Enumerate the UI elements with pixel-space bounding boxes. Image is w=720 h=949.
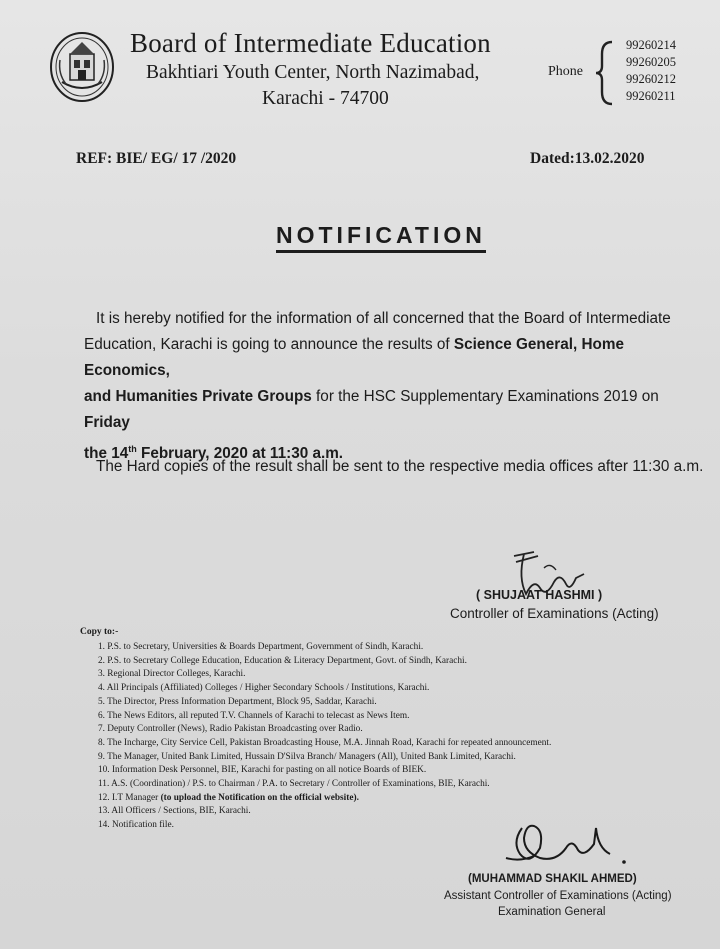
list-item: 1. P.S. to Secretary, Universities & Boards Department, Government of Sindh, Karachi. — [98, 642, 424, 652]
signatory-name: (MUHAMMAD SHAKIL AHMED) — [468, 873, 637, 885]
para-bold-text: February, 2020 at 11:30 a.m. — [136, 445, 344, 463]
address-line-2: Karachi - 74700 — [262, 88, 389, 109]
list-item: 14. Notification file. — [98, 820, 174, 831]
address-line-1: Bakhtiari Youth Center, North Nazimabad, — [146, 62, 480, 83]
list-item: 8. The Incharge, City Service Cell, Pakistan Broadcasting House, M.A. Jinnah Road, Karachi for repeated announcement. — [98, 737, 552, 748]
list-item-text: 12. I.T Manager — [98, 792, 161, 803]
board-seal-logo — [48, 30, 116, 104]
list-item: 13. All Officers / Sections, BIE, Karachi. — [98, 806, 251, 817]
phone-label: Phone — [548, 64, 583, 79]
phone-number: 99260211 — [626, 89, 676, 103]
para-text: for the HSC Supplementary Examinations 2019 on — [311, 388, 659, 405]
phone-number: 99260214 — [626, 38, 676, 52]
para-bold-text: and Humanities Private Groups — [84, 388, 312, 405]
phone-number: 99260205 — [626, 55, 676, 69]
list-item: 6. The News Editors, all reputed T.V. Channels of Karachi to telecast as News Item. — [98, 710, 410, 721]
list-item: 10. Information Desk Personnel, BIE, Karachi for pasting on all notice Boards of BIEK. — [98, 765, 427, 776]
notification-title: NOTIFICATION — [276, 222, 486, 253]
notification-paragraph — [84, 306, 682, 467]
list-item: 5. The Director, Press Information Department, Block 95, Saddar, Karachi. — [98, 696, 377, 707]
org-name: Board of Intermediate Education — [130, 28, 491, 58]
ordinal-suffix: th — [128, 444, 137, 454]
list-item: 7. Deputy Controller (News), Radio Pakistan Broadcasting over Radio. — [98, 724, 363, 735]
reference-number: REF: BIE/ EG/ 17 /2020 — [76, 150, 237, 167]
list-item: 3. Regional Director Colleges, Karachi. — [98, 669, 246, 680]
list-item-bold-text: (to upload the Notification on the official website). — [160, 792, 359, 803]
list-item: 11. A.S. (Coordination) / P.S. to Chairman / P.A. to Secretary / Controller of Examinations, BIE, Karachi. — [98, 779, 490, 790]
para-line-2 — [84, 332, 682, 384]
signatory-title: Controller of Examinations (Acting) — [450, 606, 659, 621]
list-item: 2. P.S. to Secretary College Education, Education & Literacy Department, Govt. of Sindh, Karachi. — [98, 655, 467, 666]
para-bold-text: Science General, Home Economics, — [84, 336, 624, 379]
para-bold-text: the 14 — [84, 445, 129, 463]
list-item — [98, 792, 698, 806]
list-item: 9. The Manager, United Bank Limited, Hussain D'Silva Branch/ Managers (All), United Bank Limited, Karachi. — [98, 751, 516, 762]
signatory-title: Assistant Controller of Examinations (Acting) — [444, 890, 672, 902]
list-item: 4. All Principals (Affiliated) Colleges / Higher Secondary Schools / Institutions, Karachi. — [98, 683, 430, 694]
para-line-1: It is hereby notified for the information of all concerned that the Board of Intermediate — [96, 310, 671, 327]
curly-brace-icon — [594, 40, 616, 106]
phone-number: 99260212 — [626, 72, 676, 86]
signature-assistant-controller — [500, 818, 630, 874]
date: Dated:13.02.2020 — [530, 150, 645, 167]
para-line-3 — [84, 384, 682, 436]
hard-copies-paragraph: The Hard copies of the result shall be sent to the respective media offices after 11:30 a.m. — [96, 458, 704, 475]
copy-to-list — [98, 641, 698, 833]
para-text: Education, Karachi is going to announce the results of — [84, 336, 454, 353]
signatory-department: Examination General — [498, 906, 606, 918]
copy-to-label: Copy to:- — [80, 627, 119, 637]
signatory-name: ( SHUJAAT HASHMI ) — [476, 588, 603, 602]
phone-numbers — [626, 37, 676, 105]
para-bold-text: Friday — [84, 414, 130, 431]
